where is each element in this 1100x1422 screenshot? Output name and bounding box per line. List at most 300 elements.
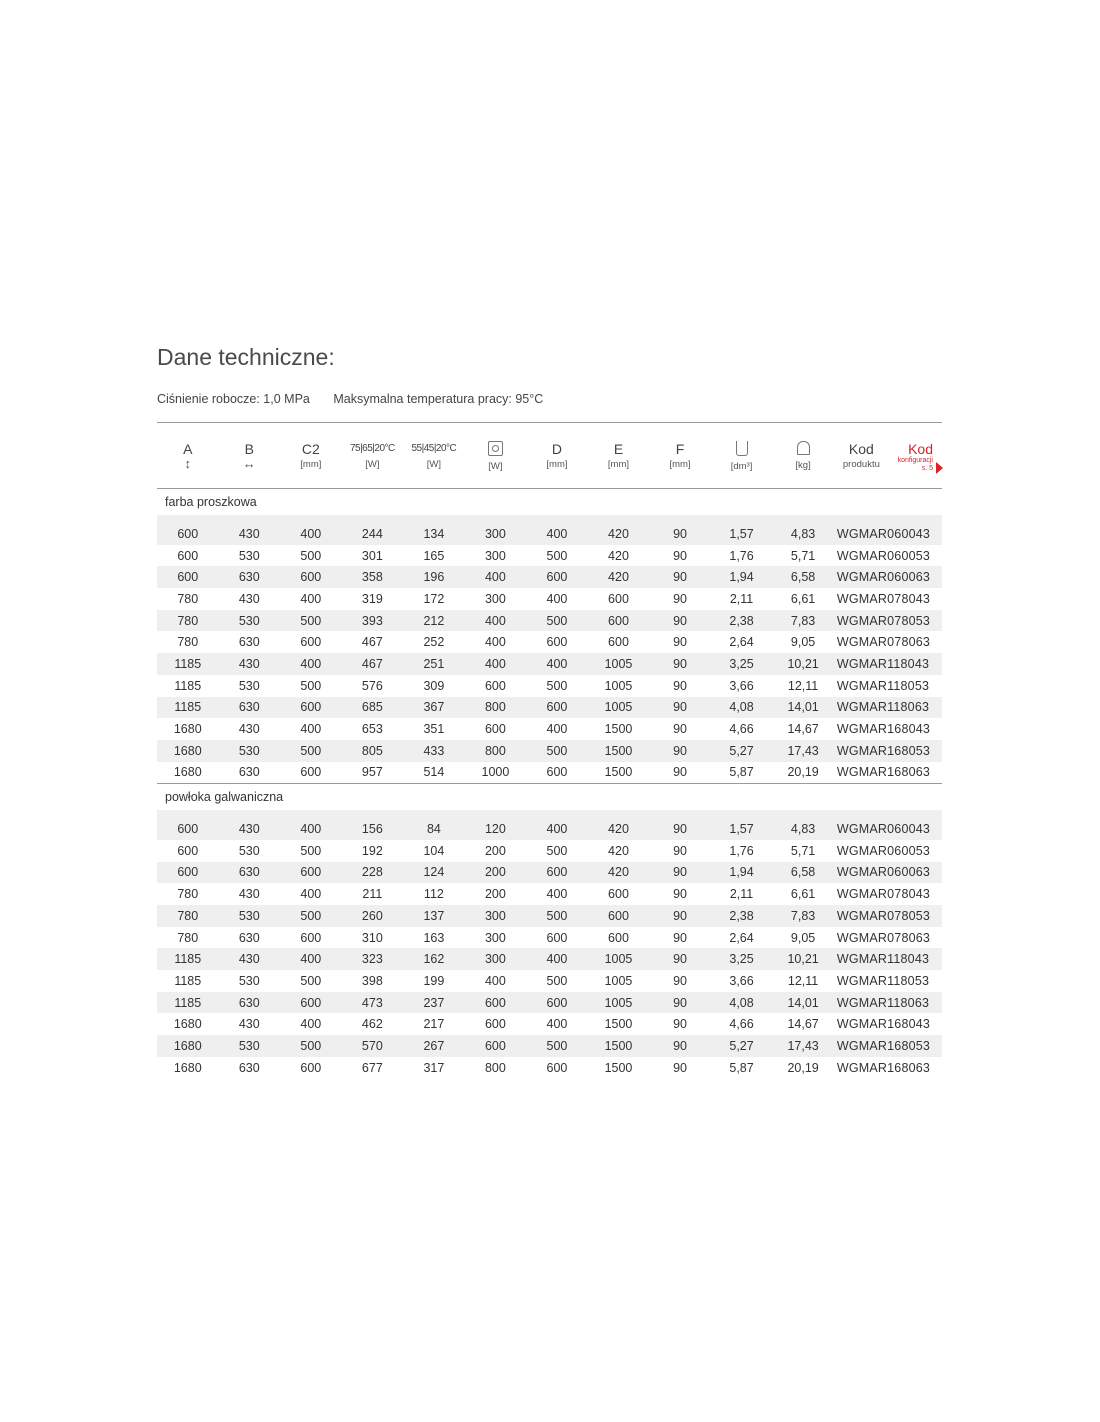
table-cell: 244 bbox=[342, 523, 404, 545]
table-row bbox=[157, 697, 942, 719]
table-row bbox=[157, 840, 942, 862]
table-cell: 500 bbox=[280, 1035, 342, 1057]
table-cell: 630 bbox=[219, 697, 281, 719]
table-cell: 90 bbox=[649, 718, 711, 740]
col-c2-unit: [mm] bbox=[300, 459, 322, 470]
config-code-page: s. 5 bbox=[921, 465, 933, 472]
table-cell: 90 bbox=[649, 927, 711, 949]
table-cell: 3,25 bbox=[711, 653, 773, 675]
table-cell: 400 bbox=[280, 653, 342, 675]
table-cell: 500 bbox=[280, 545, 342, 567]
table-cell: 319 bbox=[342, 588, 404, 610]
table-cell: 630 bbox=[219, 566, 281, 588]
table-cell: 1500 bbox=[588, 1013, 650, 1035]
table-cell: 430 bbox=[219, 1013, 281, 1035]
table-cell: 430 bbox=[219, 718, 281, 740]
table-cell: 2,38 bbox=[711, 610, 773, 632]
table-row bbox=[157, 718, 942, 740]
table-cell: 500 bbox=[526, 1035, 588, 1057]
table-cell: 12,11 bbox=[772, 675, 834, 697]
table-cell: 196 bbox=[403, 566, 465, 588]
col-b-label: B bbox=[244, 441, 254, 457]
table-cell: 323 bbox=[342, 948, 404, 970]
table-cell: 600 bbox=[588, 588, 650, 610]
table-cell: 1680 bbox=[157, 1013, 219, 1035]
table-cell: 530 bbox=[219, 840, 281, 862]
table-cell: 500 bbox=[280, 970, 342, 992]
table-cell: 5,27 bbox=[711, 1035, 773, 1057]
table-cell: 400 bbox=[280, 1013, 342, 1035]
table-row bbox=[157, 1035, 942, 1057]
col-volume-unit: [dm³] bbox=[730, 461, 753, 472]
table-cell: 90 bbox=[649, 588, 711, 610]
table-cell: 400 bbox=[526, 883, 588, 905]
table-cell: 90 bbox=[649, 1013, 711, 1035]
spacer-cell bbox=[157, 810, 942, 818]
table-cell: 2,11 bbox=[711, 588, 773, 610]
section-rows-powder bbox=[157, 523, 942, 784]
table-row bbox=[157, 948, 942, 970]
table-cell: 600 bbox=[157, 523, 219, 545]
product-code-cell: WGMAR078053 bbox=[834, 905, 942, 927]
table-cell: 1,94 bbox=[711, 862, 773, 884]
table-cell: 124 bbox=[403, 862, 465, 884]
table-cell: 14,67 bbox=[772, 718, 834, 740]
table-cell: 500 bbox=[526, 610, 588, 632]
table-cell: 400 bbox=[280, 718, 342, 740]
table-cell: 630 bbox=[219, 992, 281, 1014]
config-code-link[interactable] bbox=[888, 441, 941, 473]
table-cell: 300 bbox=[465, 948, 527, 970]
table-cell: 228 bbox=[342, 862, 404, 884]
col-code-label: Kod bbox=[848, 441, 874, 457]
table-cell: 120 bbox=[465, 818, 527, 840]
table-cell: 252 bbox=[403, 631, 465, 653]
table-cell: 10,21 bbox=[772, 653, 834, 675]
table-cell: 600 bbox=[526, 566, 588, 588]
table-cell: 600 bbox=[465, 992, 527, 1014]
volume-icon bbox=[736, 441, 748, 456]
product-code-cell: WGMAR168043 bbox=[834, 718, 942, 740]
product-code-cell: WGMAR168053 bbox=[834, 740, 942, 762]
col-c2-label: C2 bbox=[301, 441, 320, 457]
table-cell: 90 bbox=[649, 675, 711, 697]
table-cell: 500 bbox=[526, 740, 588, 762]
table-cell: 172 bbox=[403, 588, 465, 610]
col-power-75-unit: [W] bbox=[365, 459, 380, 470]
table-cell: 1680 bbox=[157, 740, 219, 762]
col-d-label: D bbox=[551, 441, 563, 457]
product-code-cell: WGMAR168043 bbox=[834, 1013, 942, 1035]
table-row bbox=[157, 762, 942, 784]
table-cell: 4,66 bbox=[711, 1013, 773, 1035]
table-cell: 430 bbox=[219, 818, 281, 840]
table-cell: 1500 bbox=[588, 1035, 650, 1057]
table-cell: 1,57 bbox=[711, 523, 773, 545]
table-cell: 600 bbox=[526, 1057, 588, 1079]
spec-table bbox=[157, 423, 942, 1079]
col-a-label: A bbox=[183, 441, 193, 457]
table-cell: 1005 bbox=[588, 970, 650, 992]
table-cell: 530 bbox=[219, 675, 281, 697]
table-cell: 7,83 bbox=[772, 905, 834, 927]
table-cell: 317 bbox=[403, 1057, 465, 1079]
section-label: farba proszkowa bbox=[165, 495, 257, 509]
table-cell: 420 bbox=[588, 862, 650, 884]
table-cell: 2,11 bbox=[711, 883, 773, 905]
table-cell: 1,94 bbox=[711, 566, 773, 588]
table-cell: 90 bbox=[649, 905, 711, 927]
table-cell: 90 bbox=[649, 631, 711, 653]
table-cell: 800 bbox=[465, 697, 527, 719]
table-cell: 430 bbox=[219, 653, 281, 675]
table-cell: 400 bbox=[465, 566, 527, 588]
col-d-unit: [mm] bbox=[546, 459, 568, 470]
table-cell: 600 bbox=[588, 610, 650, 632]
col-heater-unit: [W] bbox=[488, 461, 503, 472]
col-e-unit: [mm] bbox=[607, 459, 630, 470]
table-cell: 1185 bbox=[157, 697, 219, 719]
table-cell: 90 bbox=[649, 948, 711, 970]
table-cell: 267 bbox=[403, 1035, 465, 1057]
table-cell: 1500 bbox=[588, 1057, 650, 1079]
table-cell: 630 bbox=[219, 762, 281, 784]
table-cell: 1680 bbox=[157, 1057, 219, 1079]
table-cell: 600 bbox=[588, 883, 650, 905]
table-cell: 3,66 bbox=[711, 970, 773, 992]
table-cell: 112 bbox=[403, 883, 465, 905]
table-cell: 251 bbox=[403, 653, 465, 675]
table-cell: 4,08 bbox=[711, 992, 773, 1014]
col-e-label: E bbox=[613, 441, 624, 457]
table-cell: 90 bbox=[649, 740, 711, 762]
table-cell: 400 bbox=[526, 1013, 588, 1035]
product-code-cell: WGMAR118053 bbox=[834, 970, 942, 992]
table-cell: 600 bbox=[526, 631, 588, 653]
table-cell: 600 bbox=[465, 1035, 527, 1057]
col-a bbox=[157, 423, 219, 489]
table-cell: 400 bbox=[526, 718, 588, 740]
table-cell: 300 bbox=[465, 905, 527, 927]
product-code-cell: WGMAR060043 bbox=[834, 523, 942, 545]
table-cell: 1,76 bbox=[711, 840, 773, 862]
working-pressure: Ciśnienie robocze: 1,0 MPa bbox=[157, 392, 310, 406]
table-cell: 1185 bbox=[157, 992, 219, 1014]
col-c2 bbox=[280, 423, 342, 489]
col-code bbox=[834, 423, 942, 489]
table-cell: 20,19 bbox=[772, 762, 834, 784]
table-cell: 600 bbox=[280, 992, 342, 1014]
table-cell: 1005 bbox=[588, 675, 650, 697]
table-cell: 600 bbox=[157, 545, 219, 567]
table-cell: 530 bbox=[219, 740, 281, 762]
table-cell: 5,87 bbox=[711, 762, 773, 784]
table-spacer bbox=[157, 810, 942, 818]
table-cell: 358 bbox=[342, 566, 404, 588]
operating-conditions bbox=[157, 389, 942, 409]
table-cell: 6,58 bbox=[772, 566, 834, 588]
config-code-label: Kod bbox=[908, 441, 933, 457]
table-cell: 10,21 bbox=[772, 948, 834, 970]
table-cell: 530 bbox=[219, 610, 281, 632]
table-cell: 1185 bbox=[157, 675, 219, 697]
table-cell: 12,11 bbox=[772, 970, 834, 992]
product-code-cell: WGMAR118053 bbox=[834, 675, 942, 697]
col-b bbox=[219, 423, 281, 489]
table-cell: 90 bbox=[649, 697, 711, 719]
table-cell: 5,87 bbox=[711, 1057, 773, 1079]
table-cell: 600 bbox=[280, 566, 342, 588]
table-cell: 600 bbox=[157, 840, 219, 862]
table-row bbox=[157, 740, 942, 762]
table-cell: 800 bbox=[465, 740, 527, 762]
table-cell: 400 bbox=[280, 523, 342, 545]
table-cell: 1185 bbox=[157, 948, 219, 970]
col-power-55-unit: [W] bbox=[426, 459, 442, 470]
table-row bbox=[157, 566, 942, 588]
table-cell: 780 bbox=[157, 631, 219, 653]
table-cell: 780 bbox=[157, 610, 219, 632]
table-cell: 1005 bbox=[588, 653, 650, 675]
table-cell: 653 bbox=[342, 718, 404, 740]
table-cell: 420 bbox=[588, 818, 650, 840]
table-cell: 400 bbox=[465, 631, 527, 653]
table-cell: 2,64 bbox=[711, 927, 773, 949]
table-cell: 6,61 bbox=[772, 883, 834, 905]
table-cell: 17,43 bbox=[772, 740, 834, 762]
table-cell: 217 bbox=[403, 1013, 465, 1035]
table-cell: 90 bbox=[649, 1035, 711, 1057]
product-code-cell: WGMAR060053 bbox=[834, 840, 942, 862]
table-cell: 400 bbox=[526, 818, 588, 840]
table-cell: 570 bbox=[342, 1035, 404, 1057]
table-cell: 90 bbox=[649, 610, 711, 632]
col-f-unit: [mm] bbox=[669, 459, 691, 470]
table-row bbox=[157, 883, 942, 905]
table-cell: 500 bbox=[526, 840, 588, 862]
table-row bbox=[157, 1013, 942, 1035]
table-row bbox=[157, 970, 942, 992]
table-header bbox=[157, 423, 942, 489]
table-cell: 600 bbox=[157, 818, 219, 840]
table-cell: 780 bbox=[157, 905, 219, 927]
table-row bbox=[157, 545, 942, 567]
table-cell: 4,08 bbox=[711, 697, 773, 719]
horizontal-arrow-icon: ↔ bbox=[242, 456, 256, 471]
col-power-75-label: 75|65|20°C bbox=[349, 443, 395, 454]
table-cell: 4,83 bbox=[772, 818, 834, 840]
table-cell: 351 bbox=[403, 718, 465, 740]
product-code-cell: WGMAR060063 bbox=[834, 862, 942, 884]
table-cell: 90 bbox=[649, 762, 711, 784]
table-cell: 192 bbox=[342, 840, 404, 862]
table-cell: 957 bbox=[342, 762, 404, 784]
table-cell: 4,83 bbox=[772, 523, 834, 545]
table-cell: 400 bbox=[465, 970, 527, 992]
table-cell: 300 bbox=[465, 545, 527, 567]
table-cell: 90 bbox=[649, 862, 711, 884]
table-row bbox=[157, 523, 942, 545]
table-cell: 200 bbox=[465, 840, 527, 862]
table-cell: 90 bbox=[649, 883, 711, 905]
table-cell: 600 bbox=[588, 905, 650, 927]
table-cell: 163 bbox=[403, 927, 465, 949]
table-cell: 685 bbox=[342, 697, 404, 719]
table-cell: 600 bbox=[280, 697, 342, 719]
table-cell: 90 bbox=[649, 1057, 711, 1079]
table-row bbox=[157, 653, 942, 675]
table-cell: 600 bbox=[526, 992, 588, 1014]
table-row bbox=[157, 927, 942, 949]
product-code-cell: WGMAR118063 bbox=[834, 992, 942, 1014]
table-cell: 433 bbox=[403, 740, 465, 762]
table-cell: 530 bbox=[219, 905, 281, 927]
product-code-cell: WGMAR078063 bbox=[834, 927, 942, 949]
table-cell: 398 bbox=[342, 970, 404, 992]
table-row bbox=[157, 588, 942, 610]
table-cell: 237 bbox=[403, 992, 465, 1014]
table-cell: 6,61 bbox=[772, 588, 834, 610]
table-cell: 5,27 bbox=[711, 740, 773, 762]
table-cell: 400 bbox=[526, 588, 588, 610]
table-cell: 1005 bbox=[588, 992, 650, 1014]
product-code-cell: WGMAR168053 bbox=[834, 1035, 942, 1057]
table-cell: 600 bbox=[526, 762, 588, 784]
table-cell: 430 bbox=[219, 883, 281, 905]
table-cell: 1185 bbox=[157, 970, 219, 992]
table-cell: 780 bbox=[157, 883, 219, 905]
table-cell: 500 bbox=[280, 675, 342, 697]
table-cell: 600 bbox=[280, 862, 342, 884]
table-cell: 4,66 bbox=[711, 718, 773, 740]
config-code-sub1: konfiguracji bbox=[897, 457, 933, 464]
table-cell: 300 bbox=[465, 523, 527, 545]
col-volume bbox=[711, 423, 773, 489]
table-cell: 420 bbox=[588, 545, 650, 567]
table-cell: 84 bbox=[403, 818, 465, 840]
section-label: powłoka galwaniczna bbox=[157, 784, 942, 811]
table-cell: 90 bbox=[649, 970, 711, 992]
product-code-cell: WGMAR118063 bbox=[834, 697, 942, 719]
table-cell: 1185 bbox=[157, 653, 219, 675]
page-title: Dane techniczne: bbox=[157, 344, 335, 370]
col-code-sub: produktu bbox=[842, 459, 880, 470]
table-cell: 630 bbox=[219, 927, 281, 949]
table-cell: 500 bbox=[526, 905, 588, 927]
table-cell: 780 bbox=[157, 588, 219, 610]
table-cell: 600 bbox=[526, 697, 588, 719]
table-cell: 500 bbox=[280, 840, 342, 862]
table-row bbox=[157, 862, 942, 884]
table-cell: 300 bbox=[465, 927, 527, 949]
table-cell: 600 bbox=[588, 927, 650, 949]
table-cell: 600 bbox=[526, 927, 588, 949]
table-cell: 500 bbox=[526, 970, 588, 992]
table-cell: 420 bbox=[588, 566, 650, 588]
table-cell: 500 bbox=[280, 740, 342, 762]
table-cell: 1000 bbox=[465, 762, 527, 784]
table-cell: 400 bbox=[280, 948, 342, 970]
table-cell: 1,76 bbox=[711, 545, 773, 567]
table-cell: 1500 bbox=[588, 762, 650, 784]
product-code-cell: WGMAR118043 bbox=[834, 653, 942, 675]
section-header-powder bbox=[157, 489, 942, 516]
table-cell: 1005 bbox=[588, 948, 650, 970]
table-row bbox=[157, 905, 942, 927]
table-cell: 1500 bbox=[588, 718, 650, 740]
product-code-cell: WGMAR168063 bbox=[834, 762, 942, 784]
table-spacer bbox=[157, 515, 942, 523]
col-power-55 bbox=[403, 423, 465, 489]
table-cell: 90 bbox=[649, 992, 711, 1014]
table-cell: 400 bbox=[465, 610, 527, 632]
table-cell: 7,83 bbox=[772, 610, 834, 632]
table-cell: 200 bbox=[465, 883, 527, 905]
table-cell: 309 bbox=[403, 675, 465, 697]
table-cell: 600 bbox=[280, 1057, 342, 1079]
table-cell: 199 bbox=[403, 970, 465, 992]
table-cell: 500 bbox=[280, 905, 342, 927]
table-row bbox=[157, 610, 942, 632]
table-row bbox=[157, 631, 942, 653]
table-cell: 14,01 bbox=[772, 992, 834, 1014]
table-cell: 90 bbox=[649, 523, 711, 545]
col-mass bbox=[772, 423, 834, 489]
red-arrow-icon bbox=[936, 462, 943, 474]
table-cell: 367 bbox=[403, 697, 465, 719]
table-cell: 576 bbox=[342, 675, 404, 697]
table-cell: 165 bbox=[403, 545, 465, 567]
table-cell: 514 bbox=[403, 762, 465, 784]
vertical-arrow-icon: ↕ bbox=[184, 456, 192, 471]
table-cell: 134 bbox=[403, 523, 465, 545]
section-header-galvanic bbox=[157, 784, 942, 811]
product-code-cell: WGMAR078043 bbox=[834, 588, 942, 610]
table-cell: 600 bbox=[465, 1013, 527, 1035]
table-cell: 420 bbox=[588, 840, 650, 862]
col-heater bbox=[465, 423, 527, 489]
table-cell: 200 bbox=[465, 862, 527, 884]
product-code-cell: WGMAR060043 bbox=[834, 818, 942, 840]
table-cell: 20,19 bbox=[772, 1057, 834, 1079]
table-cell: 400 bbox=[280, 588, 342, 610]
col-e bbox=[588, 423, 650, 489]
table-cell: 400 bbox=[280, 883, 342, 905]
weight-icon bbox=[797, 441, 810, 455]
table-cell: 400 bbox=[526, 948, 588, 970]
table-cell: 500 bbox=[280, 610, 342, 632]
table-cell: 211 bbox=[342, 883, 404, 905]
product-code-cell: WGMAR060053 bbox=[834, 545, 942, 567]
table-cell: 500 bbox=[526, 675, 588, 697]
table-cell: 5,71 bbox=[772, 545, 834, 567]
col-mass-unit: [kg] bbox=[795, 460, 811, 471]
table-cell: 14,67 bbox=[772, 1013, 834, 1035]
technical-data-sheet bbox=[157, 340, 942, 1079]
table-cell: 310 bbox=[342, 927, 404, 949]
col-f-label: F bbox=[675, 441, 685, 457]
table-cell: 400 bbox=[280, 818, 342, 840]
table-cell: 467 bbox=[342, 653, 404, 675]
table-row bbox=[157, 675, 942, 697]
table-cell: 90 bbox=[649, 653, 711, 675]
table-cell: 260 bbox=[342, 905, 404, 927]
table-cell: 301 bbox=[342, 545, 404, 567]
product-code-cell: WGMAR078063 bbox=[834, 631, 942, 653]
table-cell: 1680 bbox=[157, 1035, 219, 1057]
table-cell: 600 bbox=[157, 566, 219, 588]
section-rows-galvanic bbox=[157, 818, 942, 1078]
